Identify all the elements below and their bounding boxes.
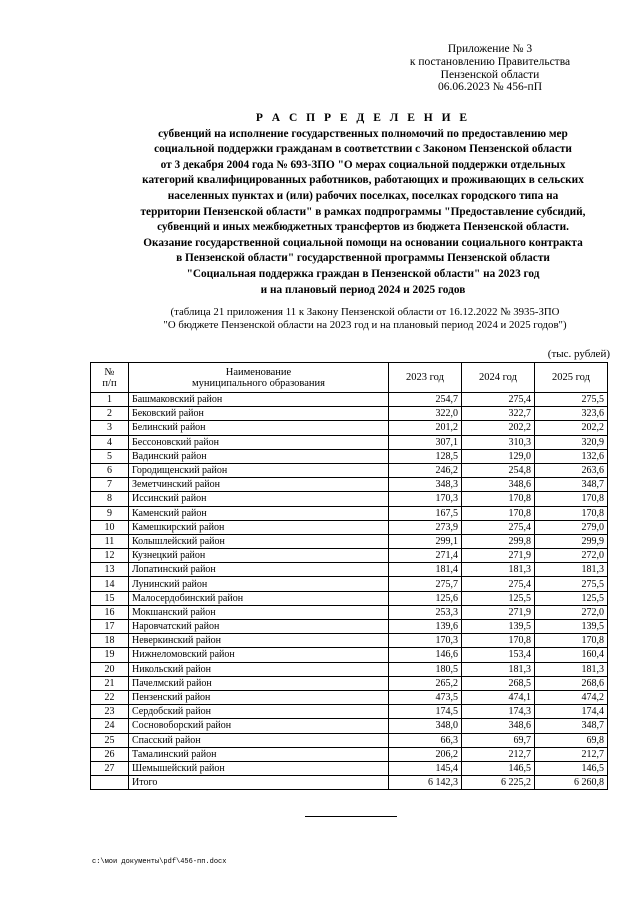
row-2023: 174,5 — [389, 705, 462, 719]
row-2025: 275,5 — [535, 577, 608, 591]
row-2025: 268,6 — [535, 676, 608, 690]
row-number: 16 — [91, 605, 129, 619]
document-title: Р А С П Р Е Д Е Л Е Н И Е — [255, 112, 471, 124]
row-number: 27 — [91, 761, 129, 775]
table-row — [91, 478, 608, 492]
table-row — [91, 591, 608, 605]
row-2024: 212,7 — [462, 747, 535, 761]
row-number: 15 — [91, 591, 129, 605]
row-number: 21 — [91, 676, 129, 690]
row-2025: 272,0 — [535, 605, 608, 619]
header-2024: 2024 год — [462, 363, 535, 393]
total-2024: 6 225,2 — [462, 776, 535, 790]
row-municipality: Пензенский район — [129, 690, 389, 704]
table-row — [91, 733, 608, 747]
table-row — [91, 620, 608, 634]
row-2024: 322,7 — [462, 407, 535, 421]
table-reference-note — [100, 306, 630, 332]
row-municipality: Каменский район — [129, 506, 389, 520]
heading-line: в Пензенской области" государственной программы Пензенской области — [176, 252, 550, 265]
row-number: 12 — [91, 549, 129, 563]
header-municipality — [129, 363, 389, 393]
table-row — [91, 393, 608, 407]
appendix-line: Приложение № 3 — [447, 43, 533, 55]
table-row — [91, 719, 608, 733]
row-2025: 132,6 — [535, 449, 608, 463]
table-row — [91, 662, 608, 676]
row-2023: 254,7 — [389, 393, 462, 407]
row-2025: 139,5 — [535, 620, 608, 634]
row-number: 6 — [91, 463, 129, 477]
table-row — [91, 463, 608, 477]
row-number: 18 — [91, 634, 129, 648]
row-2025: 348,7 — [535, 719, 608, 733]
row-number: 11 — [91, 534, 129, 548]
row-2023: 299,1 — [389, 534, 462, 548]
row-2023: 139,6 — [389, 620, 462, 634]
table-row — [91, 492, 608, 506]
heading-line: "Социальная поддержка граждан в Пензенской области" на 2023 год — [186, 267, 540, 280]
row-2023: 145,4 — [389, 761, 462, 775]
row-number: 14 — [91, 577, 129, 591]
row-number: 19 — [91, 648, 129, 662]
row-2023: 253,3 — [389, 605, 462, 619]
table-row — [91, 407, 608, 421]
row-2024: 271,9 — [462, 605, 535, 619]
total-number — [91, 776, 129, 790]
heading-line: субвенций на исполнение государственных полномочий по предоставлению мер — [158, 127, 568, 140]
row-2025: 146,5 — [535, 761, 608, 775]
table-row — [91, 634, 608, 648]
row-2024: 275,4 — [462, 520, 535, 534]
row-number: 23 — [91, 705, 129, 719]
header-2023: 2023 год — [389, 363, 462, 393]
row-municipality: Наровчатский район — [129, 620, 389, 634]
row-number: 2 — [91, 407, 129, 421]
row-number: 20 — [91, 662, 129, 676]
total-row — [91, 776, 608, 790]
header-municipality-line1: Наименование — [225, 366, 292, 378]
row-municipality: Лопатинский район — [129, 563, 389, 577]
row-2025: 263,6 — [535, 463, 608, 477]
row-2024: 129,0 — [462, 449, 535, 463]
heading-line: Оказание государственной социальной помощи на основании социального контракта — [143, 236, 583, 249]
table-row — [91, 747, 608, 761]
row-2023: 246,2 — [389, 463, 462, 477]
row-municipality: Тамалинский район — [129, 747, 389, 761]
row-2025: 320,9 — [535, 435, 608, 449]
table-row — [91, 534, 608, 548]
table-row — [91, 705, 608, 719]
subnote-line: (таблица 21 приложения 11 к Закону Пензенской области от 16.12.2022 № 3935-ЗПО — [170, 306, 560, 318]
heading-line: населенных пунктах и (или) рабочих поселках, поселках городского типа на — [167, 189, 559, 202]
row-2025: 170,8 — [535, 634, 608, 648]
table-row — [91, 648, 608, 662]
row-number: 17 — [91, 620, 129, 634]
appendix-line: 06.06.2023 № 456-пП — [437, 81, 542, 94]
row-municipality: Неверкинский район — [129, 634, 389, 648]
header-2025: 2025 год — [535, 363, 608, 393]
separator-line — [305, 816, 397, 817]
row-2025: 170,8 — [535, 506, 608, 520]
row-2024: 310,3 — [462, 435, 535, 449]
row-number: 26 — [91, 747, 129, 761]
table-row — [91, 690, 608, 704]
row-2025: 348,7 — [535, 478, 608, 492]
table-row — [91, 506, 608, 520]
row-2023: 125,6 — [389, 591, 462, 605]
row-2025: 275,5 — [535, 393, 608, 407]
row-2023: 180,5 — [389, 662, 462, 676]
total-2025: 6 260,8 — [535, 776, 608, 790]
row-2023: 275,7 — [389, 577, 462, 591]
subnote-line: "О бюджете Пензенской области на 2023 год и на плановый период 2024 и 2025 годов") — [163, 319, 567, 331]
row-2025: 181,3 — [535, 563, 608, 577]
row-municipality: Шемышейский район — [129, 761, 389, 775]
row-municipality: Лунинский район — [129, 577, 389, 591]
row-2024: 181,3 — [462, 563, 535, 577]
total-2023: 6 142,3 — [389, 776, 462, 790]
table-row — [91, 563, 608, 577]
row-2024: 202,2 — [462, 421, 535, 435]
table-row — [91, 435, 608, 449]
row-number: 4 — [91, 435, 129, 449]
row-municipality: Бековский район — [129, 407, 389, 421]
row-2025: 174,4 — [535, 705, 608, 719]
heading-line: территории Пензенской области" в рамках подпрограммы "Предоставление субсидий, — [140, 205, 586, 218]
row-2023: 473,5 — [389, 690, 462, 704]
row-number: 10 — [91, 520, 129, 534]
row-2023: 66,3 — [389, 733, 462, 747]
row-2025: 474,2 — [535, 690, 608, 704]
row-2023: 271,4 — [389, 549, 462, 563]
row-2023: 128,5 — [389, 449, 462, 463]
row-2023: 170,3 — [389, 634, 462, 648]
row-number: 1 — [91, 393, 129, 407]
file-path-footer: c:\мои документы\pdf\456-пп.docx — [92, 858, 227, 866]
table-row — [91, 605, 608, 619]
heading-line: субвенций и иных межбюджетных трансфертов из бюджета Пензенской области. — [157, 221, 569, 234]
heading-line: категорий квалифицированных работников, работающих и проживающих в сельских — [142, 174, 584, 187]
row-municipality: Башмаковский район — [129, 393, 389, 407]
row-municipality: Нижнеломовский район — [129, 648, 389, 662]
header-number-line2: п/п — [102, 377, 117, 389]
row-municipality: Мокшанский район — [129, 605, 389, 619]
row-2023: 201,2 — [389, 421, 462, 435]
row-2024: 299,8 — [462, 534, 535, 548]
row-2024: 139,5 — [462, 620, 535, 634]
row-2024: 254,8 — [462, 463, 535, 477]
row-2025: 323,6 — [535, 407, 608, 421]
units-label: (тыс. рублей) — [547, 348, 610, 360]
row-2024: 268,5 — [462, 676, 535, 690]
appendix-block — [380, 43, 600, 94]
row-2025: 170,8 — [535, 492, 608, 506]
header-number-line1: № — [104, 366, 115, 378]
row-2025: 202,2 — [535, 421, 608, 435]
row-number: 9 — [91, 506, 129, 520]
row-2025: 181,3 — [535, 662, 608, 676]
row-2024: 170,8 — [462, 506, 535, 520]
row-2024: 174,3 — [462, 705, 535, 719]
table-row — [91, 549, 608, 563]
row-2025: 160,4 — [535, 648, 608, 662]
row-municipality: Иссинский район — [129, 492, 389, 506]
heading-line: от 3 декабря 2004 года № 693-ЗПО "О мерах социальной поддержки отдельных — [160, 158, 566, 171]
table-row — [91, 449, 608, 463]
row-2023: 181,4 — [389, 563, 462, 577]
row-2023: 265,2 — [389, 676, 462, 690]
row-number: 22 — [91, 690, 129, 704]
row-2024: 348,6 — [462, 478, 535, 492]
table-row — [91, 676, 608, 690]
distribution-table — [90, 362, 608, 790]
row-number: 3 — [91, 421, 129, 435]
row-municipality: Кузнецкий район — [129, 549, 389, 563]
row-2023: 322,0 — [389, 407, 462, 421]
row-number: 24 — [91, 719, 129, 733]
row-2023: 273,9 — [389, 520, 462, 534]
table-row — [91, 520, 608, 534]
row-municipality: Колышлейский район — [129, 534, 389, 548]
header-number — [91, 363, 129, 393]
row-2025: 299,9 — [535, 534, 608, 548]
row-2023: 307,1 — [389, 435, 462, 449]
table-row — [91, 577, 608, 591]
row-2024: 170,8 — [462, 492, 535, 506]
row-2024: 146,5 — [462, 761, 535, 775]
row-municipality: Камешкирский район — [129, 520, 389, 534]
table-row — [91, 761, 608, 775]
total-label: Итого — [129, 776, 389, 790]
row-municipality: Сосновоборский район — [129, 719, 389, 733]
row-2023: 348,3 — [389, 478, 462, 492]
row-2024: 275,4 — [462, 577, 535, 591]
row-2024: 125,5 — [462, 591, 535, 605]
row-municipality: Сердобский район — [129, 705, 389, 719]
row-2023: 146,6 — [389, 648, 462, 662]
row-number: 8 — [91, 492, 129, 506]
appendix-line: к постановлению Правительства — [409, 55, 571, 68]
row-municipality: Земетчинский район — [129, 478, 389, 492]
row-municipality: Городищенский район — [129, 463, 389, 477]
row-municipality: Бессоновский район — [129, 435, 389, 449]
row-2025: 212,7 — [535, 747, 608, 761]
row-2024: 181,3 — [462, 662, 535, 676]
row-2024: 69,7 — [462, 733, 535, 747]
row-municipality: Спасский район — [129, 733, 389, 747]
table-row — [91, 421, 608, 435]
row-2023: 206,2 — [389, 747, 462, 761]
heading-line: и на плановый период 2024 и 2025 годов — [260, 283, 466, 296]
table-header-row — [91, 363, 608, 393]
row-number: 25 — [91, 733, 129, 747]
row-2024: 271,9 — [462, 549, 535, 563]
row-2025: 125,5 — [535, 591, 608, 605]
row-number: 7 — [91, 478, 129, 492]
row-2023: 170,3 — [389, 492, 462, 506]
row-number: 5 — [91, 449, 129, 463]
row-2023: 167,5 — [389, 506, 462, 520]
header-municipality-line2: муниципального образования — [192, 377, 325, 389]
row-2024: 275,4 — [462, 393, 535, 407]
row-2024: 170,8 — [462, 634, 535, 648]
row-2025: 69,8 — [535, 733, 608, 747]
heading-line: социальной поддержки гражданам в соответствии с Законом Пензенской области — [154, 143, 572, 156]
row-municipality: Малосердобинский район — [129, 591, 389, 605]
row-2024: 348,6 — [462, 719, 535, 733]
row-2025: 272,0 — [535, 549, 608, 563]
row-municipality: Вадинский район — [129, 449, 389, 463]
row-2025: 279,0 — [535, 520, 608, 534]
table-body — [91, 393, 608, 790]
row-municipality: Белинский район — [129, 421, 389, 435]
row-municipality: Пачелмский район — [129, 676, 389, 690]
row-number: 13 — [91, 563, 129, 577]
row-2024: 474,1 — [462, 690, 535, 704]
row-municipality: Никольский район — [129, 662, 389, 676]
document-heading — [78, 111, 640, 298]
row-2023: 348,0 — [389, 719, 462, 733]
appendix-line: Пензенской области — [440, 68, 540, 81]
row-2024: 153,4 — [462, 648, 535, 662]
